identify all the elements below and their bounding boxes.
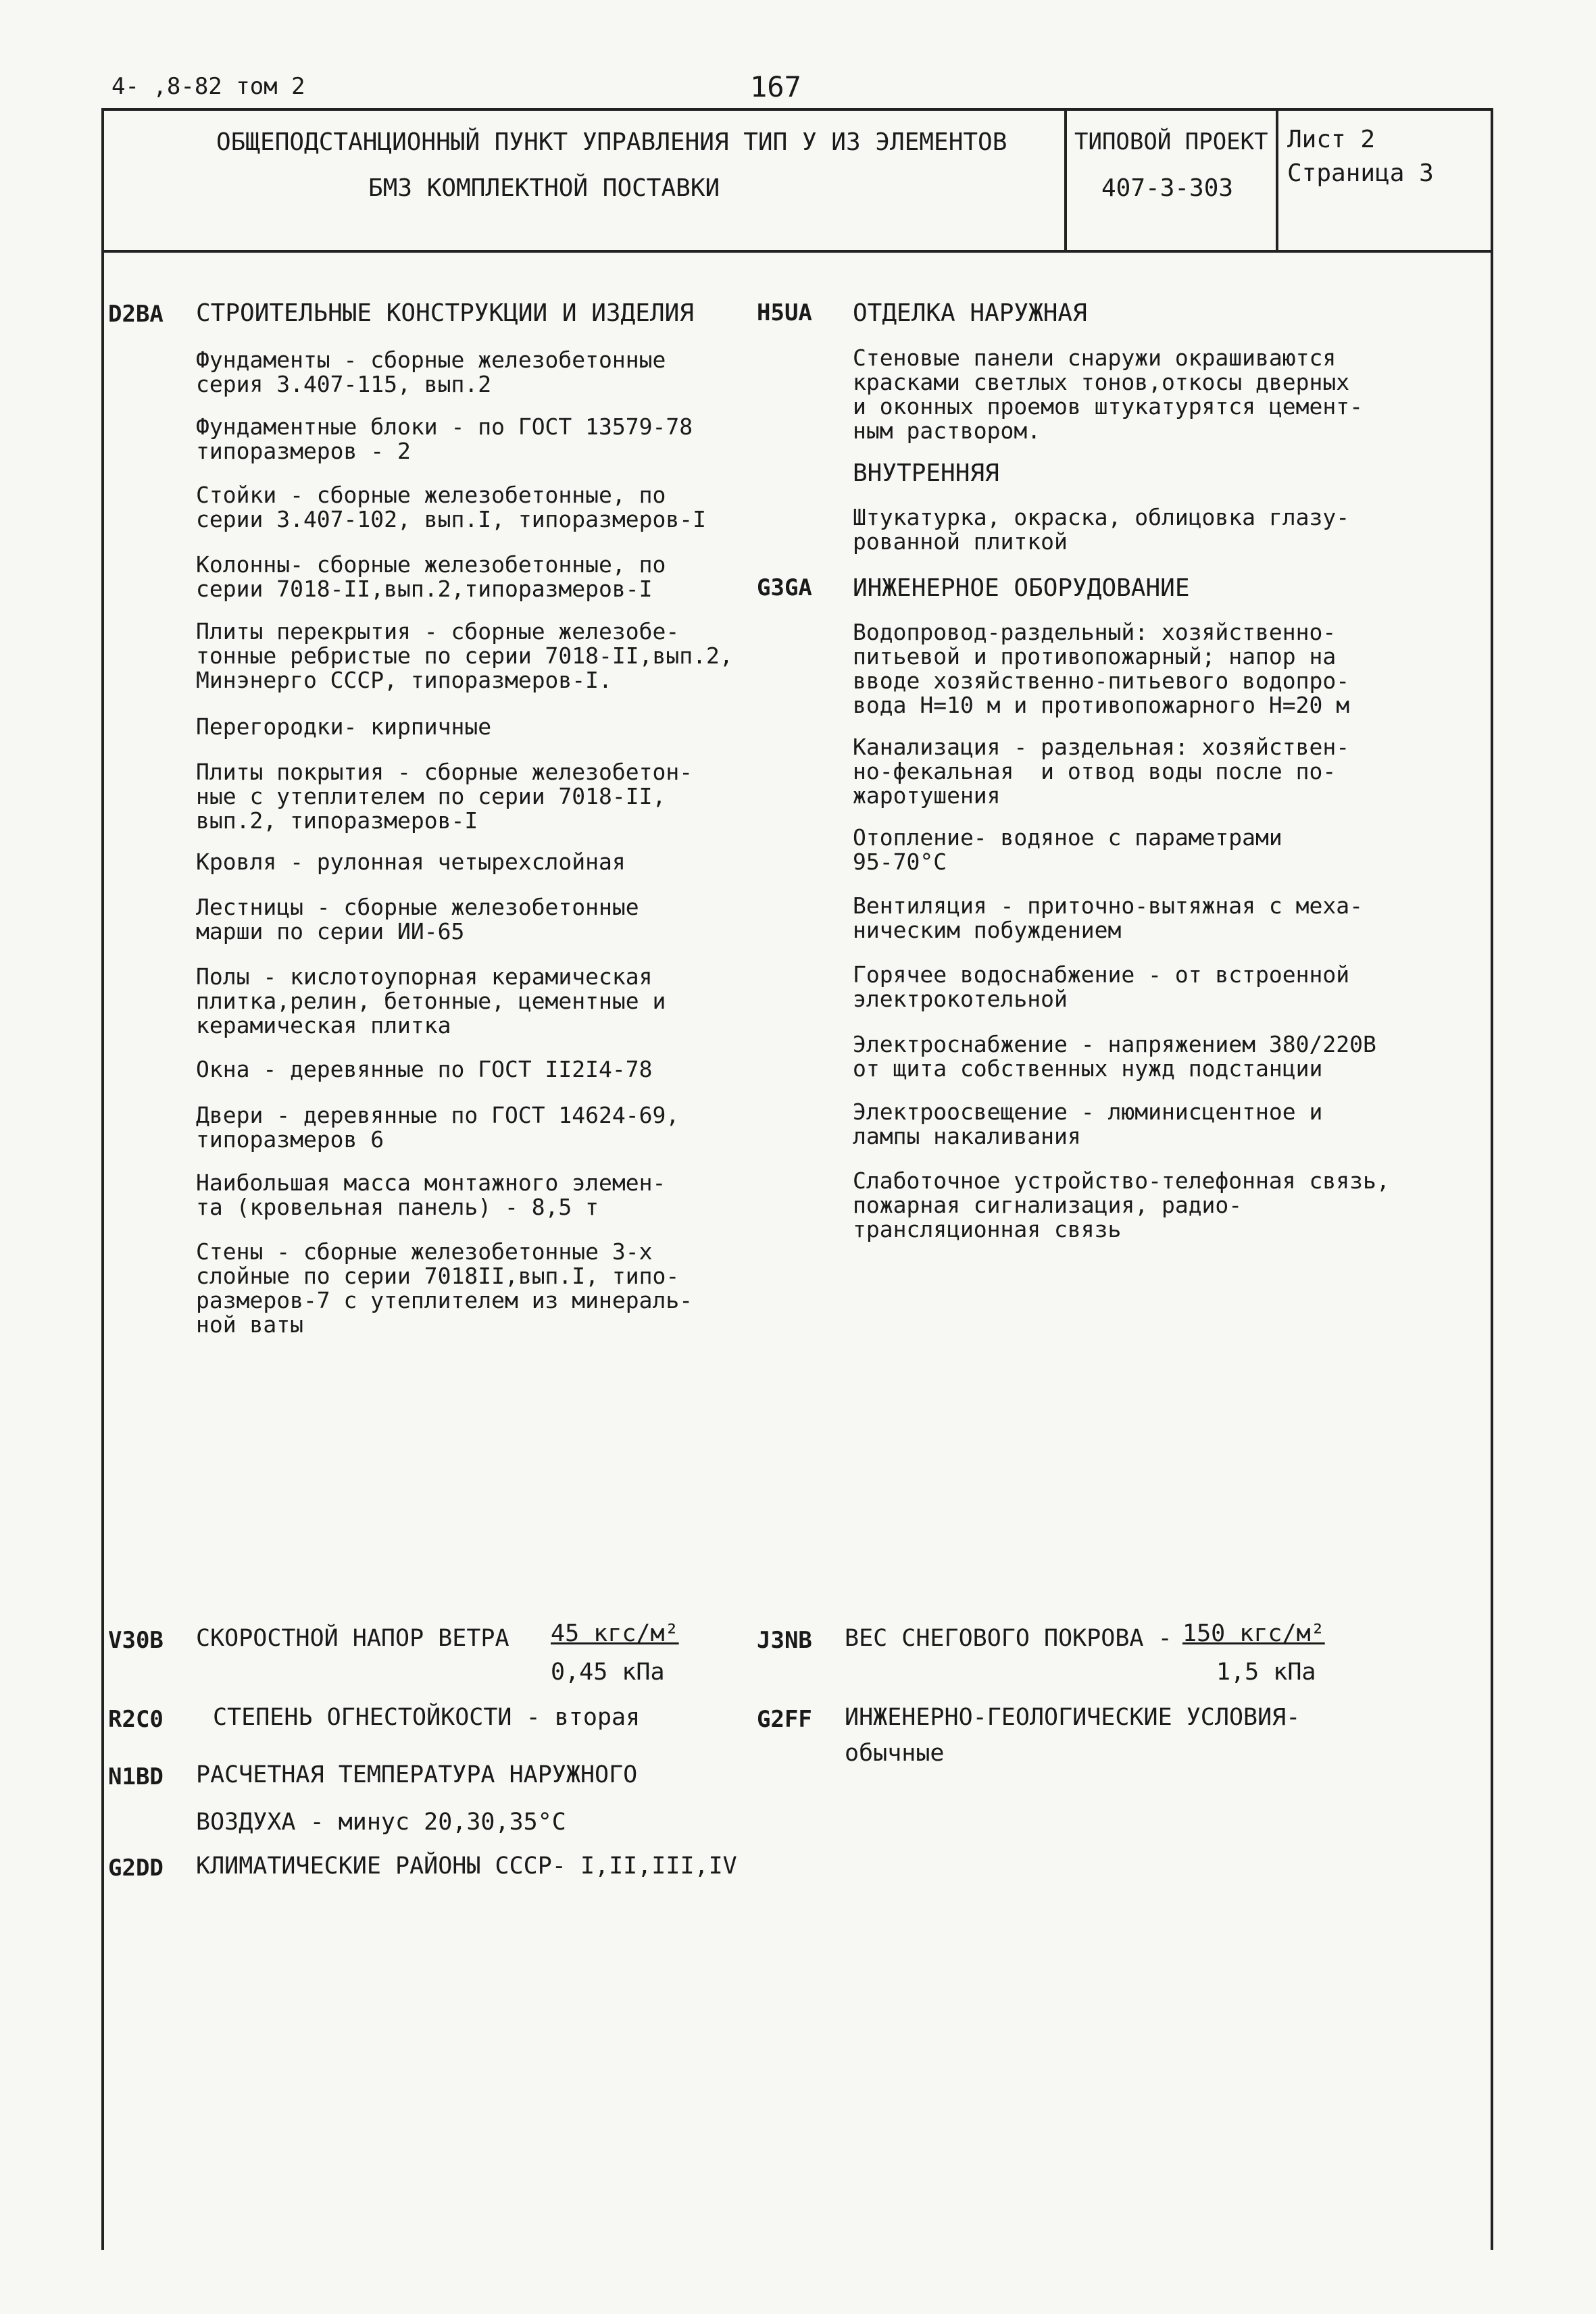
- header-title-line2: БМЗ КОМПЛЕКТНОЙ ПОСТАВКИ: [368, 174, 720, 202]
- project-label: ТИПОВОЙ ПРОЕКТ: [1074, 128, 1268, 155]
- list-item: Вентиляция - приточно-вытяжная с меха- ническим побуждением: [853, 892, 1363, 943]
- subsection-title: ВНУТРЕННЯЯ: [853, 459, 999, 487]
- list-item: Слаботочное устройство-телефонная связь, пожарная сигнализация, радио- трансляционная связь: [853, 1167, 1390, 1242]
- page-number: 167: [750, 70, 801, 103]
- list-item: Полы - кислотоупорная керамическая плитка,релин, бетонные, цементные и керамическая плитка: [196, 963, 666, 1038]
- fire-label: СТЕПЕНЬ ОГНЕСТОЙКОСТИ - вторая: [213, 1704, 641, 1731]
- list-item: Двери - деревянные по ГОСТ 14624-69, типоразмеров 6: [196, 1102, 680, 1153]
- snow-value-kpa: 1,5 кПа: [1216, 1659, 1316, 1686]
- wind-label: СКОРОСТНОЙ НАПОР ВЕТРА: [196, 1625, 509, 1652]
- wind-code: V30B: [108, 1627, 164, 1654]
- section-code: D2BA: [108, 301, 164, 328]
- section-title: ИНЖЕНЕРНОЕ ОБОРУДОВАНИЕ: [853, 574, 1190, 602]
- paragraph: Штукатурка, окраска, облицовка глазу- рованной плиткой: [853, 504, 1350, 555]
- wind-value-kpa: 0,45 кПа: [551, 1659, 665, 1686]
- list-item: Горячее водоснабжение - от встроенной электрокотельной: [853, 961, 1350, 1012]
- geo-label: ИНЖЕНЕРНО-ГЕОЛОГИЧЕСКИЕ УСЛОВИЯ-: [845, 1704, 1301, 1731]
- list-item: Электроосвещение - люминисцентное и лампы накаливания: [853, 1099, 1323, 1149]
- list-item: Отопление- водяное с параметрами 95-70°С: [853, 824, 1282, 875]
- volume-label: 4- ,8-82 том 2: [111, 73, 305, 100]
- snow-code: J3NB: [757, 1627, 812, 1654]
- list-item: Канализация - раздельная: хозяйствен- но-фекальная и отвод воды после по- жаротушения: [853, 734, 1350, 809]
- project-number: 407-3-303: [1101, 174, 1234, 202]
- temp-label-2: ВОЗДУХА - минус 20,30,35°С: [196, 1809, 566, 1836]
- list-item: Лестницы - сборные железобетонные марши по серии ИИ-65: [196, 894, 639, 945]
- list-item: Стены - сборные железобетонные 3-х слойные по серии 7018II,вып.I, типо- размеров-7 с утеплителем из минераль- ной ваты: [196, 1238, 693, 1338]
- section-code: H5UA: [757, 299, 812, 326]
- geo-value: обычные: [845, 1740, 945, 1767]
- fire-code: R2C0: [108, 1706, 164, 1733]
- temp-label: РАСЧЕТНАЯ ТЕМПЕРАТУРА НАРУЖНОГО: [196, 1761, 638, 1788]
- list-item: Фундаменты - сборные железобетонные серия 3.407-115, вып.2: [196, 347, 666, 397]
- temp-code: N1BD: [108, 1763, 164, 1790]
- sheet-label: Лист 2: [1287, 126, 1376, 153]
- climate-label: КЛИМАТИЧЕСКИЕ РАЙОНЫ СССР- I,II,III,IV: [196, 1853, 737, 1880]
- paragraph: Стеновые панели снаружи окрашиваются красками светлых тонов,откосы дверных и оконных проемов штукатурятся цемент- ным раствором.: [853, 345, 1363, 444]
- list-item: Плиты перекрытия - сборные железобе- тонные ребристые по серии 7018-II,вып.2, Минэнерго СССР, типоразмеров-I.: [196, 618, 733, 693]
- section-code: G3GA: [757, 574, 812, 601]
- list-item: Водопровод-раздельный: хозяйственно- питьевой и противопожарный; напор на вводе хозяйственно-питьевого водопро- вода Н=10 м и противопожарного Н=20 м: [853, 619, 1350, 718]
- list-item: Стойки - сборные железобетонные, по серии 3.407-102, вып.I, типоразмеров-I: [196, 482, 706, 532]
- geo-code: G2FF: [757, 1706, 812, 1733]
- snow-label: ВЕС СНЕГОВОГО ПОКРОВА -: [845, 1625, 1172, 1652]
- list-item: Колонны- сборные железобетонные, по серии 7018-II,вып.2,типоразмеров-I: [196, 551, 666, 602]
- list-item: Фундаментные блоки - по ГОСТ 13579-78 типоразмеров - 2: [196, 413, 693, 464]
- section-title: ОТДЕЛКА НАРУЖНАЯ: [853, 299, 1087, 327]
- list-item: Перегородки- кирпичные: [196, 713, 492, 740]
- header-divider-2: [1276, 108, 1278, 251]
- list-item: Кровля - рулонная четырехслойная: [196, 849, 626, 875]
- list-item: Плиты покрытия - сборные железобетон- ные с утеплителем по серии 7018-II, вып.2, типоразмеров-I: [196, 759, 693, 834]
- list-item: Окна - деревянные по ГОСТ II2I4-78: [196, 1056, 653, 1082]
- section-title: СТРОИТЕЛЬНЫЕ КОНСТРУКЦИИ И ИЗДЕЛИЯ: [196, 299, 694, 327]
- header-divider: [101, 250, 1493, 253]
- header-divider-1: [1064, 108, 1067, 251]
- page-label: Страница 3: [1287, 159, 1434, 187]
- header-title-line1: ОБЩЕПОДСТАНЦИОННЫЙ ПУНКТ УПРАВЛЕНИЯ ТИП У ИЗ ЭЛЕМЕНТОВ: [216, 128, 1007, 156]
- climate-code: G2DD: [108, 1855, 164, 1882]
- snow-value: 150 кгс/м²: [1182, 1620, 1325, 1647]
- list-item: Электроснабжение - напряжением 380/220В от щита собственных нужд подстанции: [853, 1031, 1376, 1082]
- list-item: Наибольшая масса монтажного элемен- та (кровельная панель) - 8,5 т: [196, 1169, 666, 1220]
- wind-value: 45 кгс/м²: [551, 1620, 679, 1647]
